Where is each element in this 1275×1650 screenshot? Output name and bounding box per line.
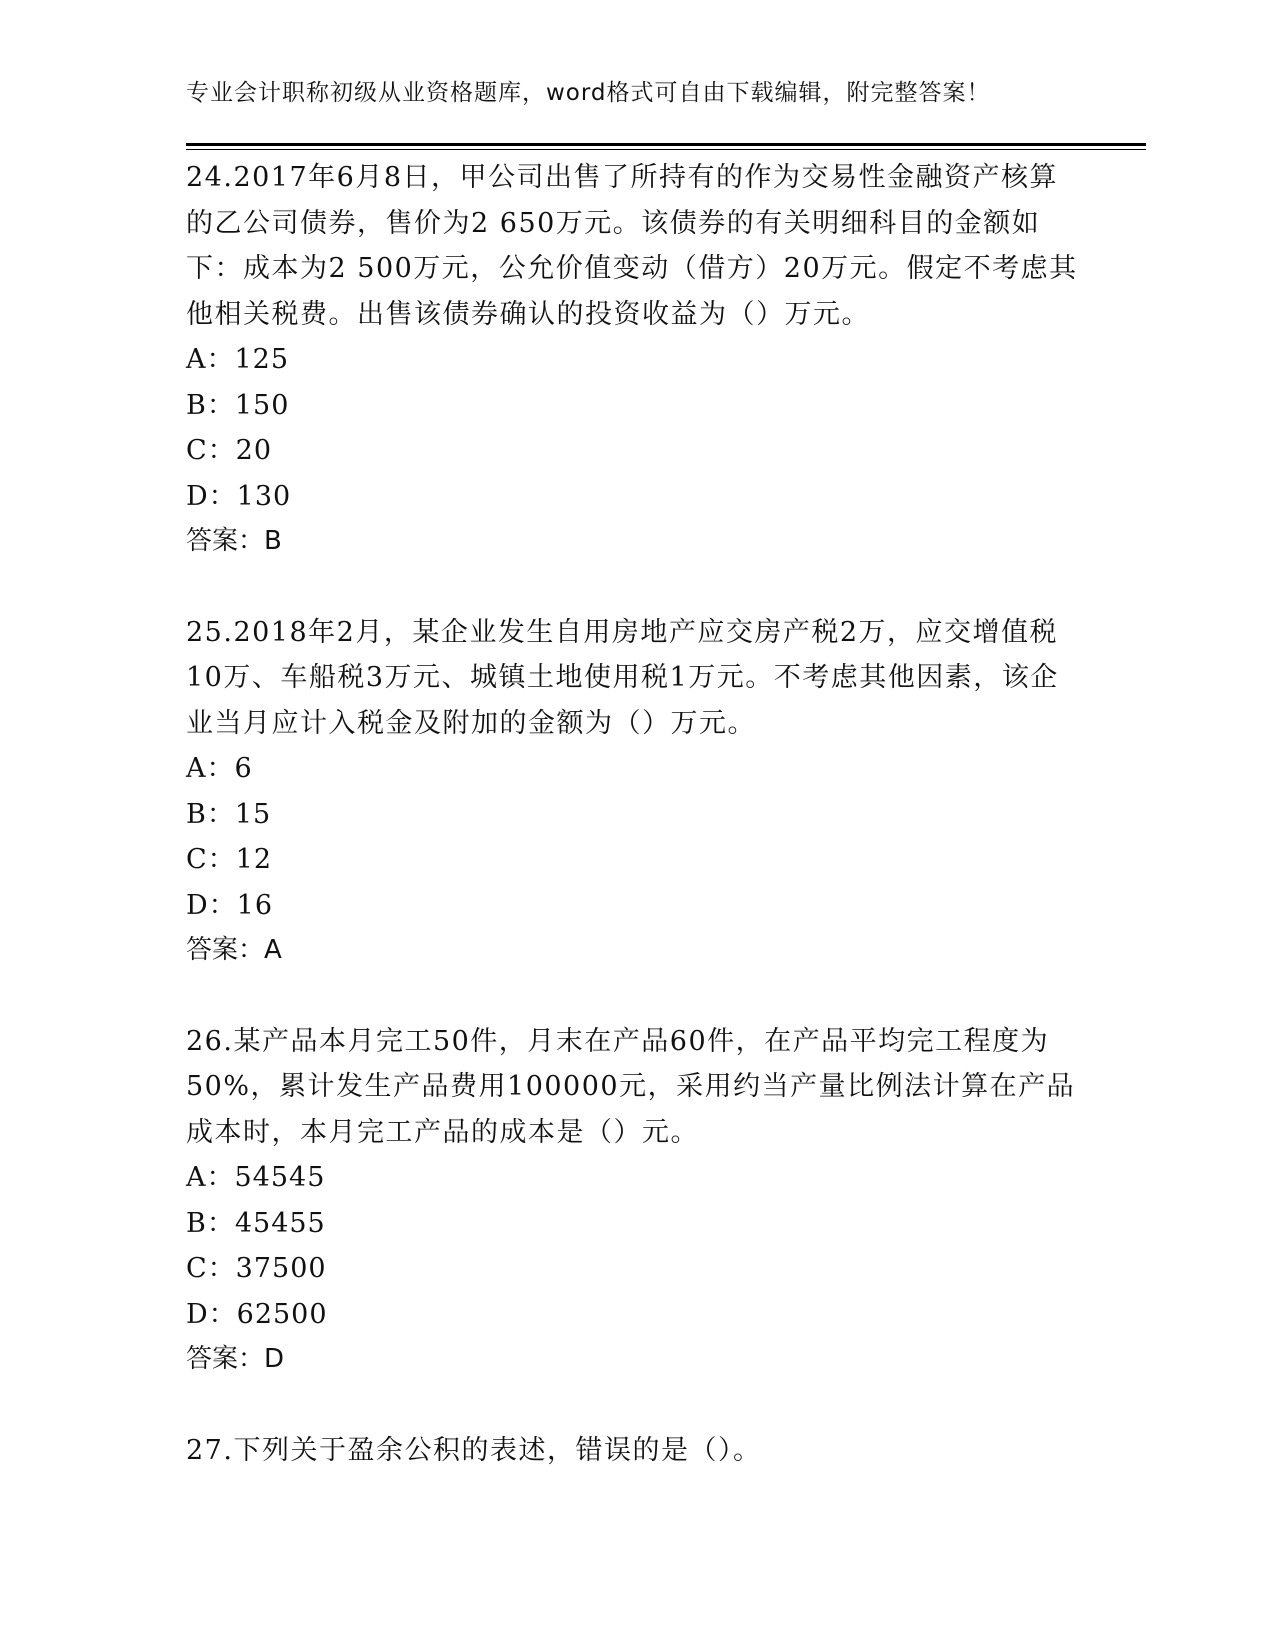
header-rule-thick — [186, 143, 1146, 146]
option-c: C：37500 — [186, 1253, 327, 1284]
page-header: 专业会计职称初级从业资格题库，word格式可自由下载编辑，附完整答案！ — [186, 80, 991, 106]
question-stem: 26.某产品本月完工50件，月末在产品60件，在产品平均完工程度为50%，累计发生产品费用100000元，采用约当产量比例法计算在产品成本时，本月完工产品的成本是（）元。 — [186, 1025, 1076, 1148]
option-b: B：150 — [186, 389, 290, 421]
answer-line: 答案：A — [186, 935, 282, 965]
question-stem: 27.下列关于盈余公积的表述，错误的是（）。 — [186, 1434, 762, 1466]
answer-line: 答案：D — [186, 1344, 285, 1374]
question-24 — [186, 155, 1086, 565]
option-d: D：130 — [186, 480, 292, 512]
option-c: C：20 — [186, 435, 273, 466]
answer-line: 答案：B — [186, 526, 282, 556]
question-list — [186, 155, 1086, 1518]
option-d: D：16 — [186, 889, 274, 921]
option-a: A：125 — [186, 344, 290, 375]
header-rule-thin — [186, 149, 1146, 150]
question-27 — [186, 1428, 1086, 1474]
option-d: D：62500 — [186, 1298, 328, 1330]
option-c: C：12 — [186, 844, 273, 875]
option-b: B：45455 — [186, 1207, 326, 1239]
question-25 — [186, 610, 1086, 974]
question-26 — [186, 1019, 1086, 1383]
option-a: A：54545 — [186, 1162, 326, 1193]
option-b: B：15 — [186, 798, 272, 830]
question-stem: 24.2017年6月8日，甲公司出售了所持有的作为交易性金融资产核算的乙公司债券，售价为2 650万元。该债券的有关明细科目的金额如下：成本为2 500万元，公允价值变动（借方）20万元。假定不考虑其他相关税费。出售该债券确认的投资收益为（）万元。 — [186, 162, 1078, 330]
question-stem: 25.2018年2月，某企业发生自用房地产应交房产税2万，应交增值税10万、车船税3万元、城镇土地使用税1万元。不考虑其他因素，该企业当月应计入税金及附加的金额为（）万元。 — [186, 616, 1059, 739]
option-a: A：6 — [186, 753, 253, 784]
